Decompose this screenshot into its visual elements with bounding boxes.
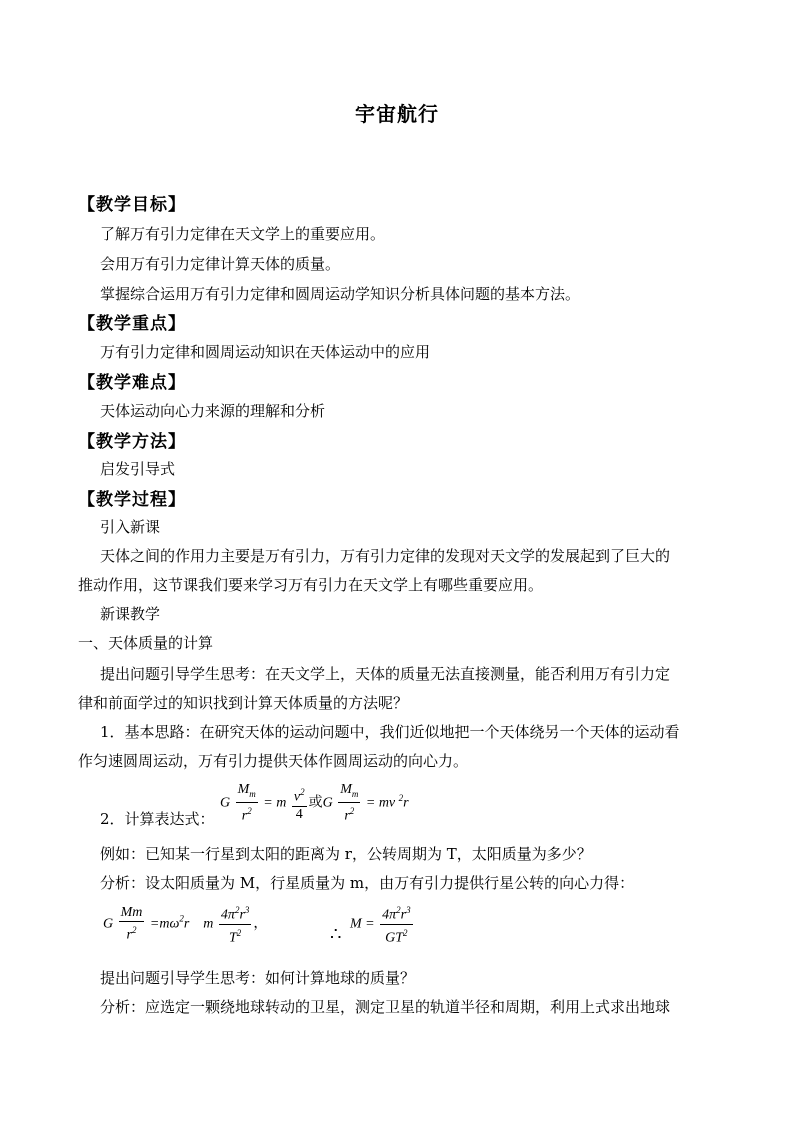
question-2: 提出问题引导学生思考：如何计算地球的质量？ [100,969,416,987]
intro-line-2: 推动作用，这节课我们要来学习万有引力在天文学上有哪些重要应用。 [78,576,544,594]
objective-item-1: 了解万有引力定律在天文学上的重要应用。 [100,225,386,243]
heading-key-points: 【教学重点】 [78,314,186,334]
objective-item-3: 掌握综合运用万有引力定律和圆周运动学知识分析具体问题的基本方法。 [100,285,581,303]
derivation-expression: G $\frac{Mm}{r^2}$ $=m\omega^2r$ m $\frac{4\pi^2r^3}{T^2}$ ， [103,902,267,946]
heading-process: 【教学过程】 [78,490,186,510]
question1-line-1: 提出问题引导学生思考：在天文学上，天体的质量无法直接测量，能否利用万有引力定 [100,665,671,683]
result-expression: M = $\frac{4\pi^2r^3}{GT^2}$ [350,902,415,946]
heading-objectives: 【教学目标】 [78,195,186,215]
page-title: 宇宙航行 [355,102,439,126]
analysis-2: 分析：应选定一颗绕地球转动的卫星，测定卫星的轨道半径和周期，利用上式求出地球 [100,998,671,1016]
example-text: 例如：已知某一行星到太阳的距离为 r，公转周期为 T，太阳质量为多少？ [100,845,592,863]
objective-item-2: 会用万有引力定律计算天体的质量。 [100,255,341,273]
intro-label: 引入新课 [100,518,161,536]
key-points-text: 万有引力定律和圆周运动知识在天体运动中的应用 [100,343,431,361]
idea-line-1: 1．基本思路：在研究天体的运动问题中，我们近似地把一个天体绕另一个天体的运动看 [100,723,680,741]
formula-label: 2．计算表达式： [100,810,215,828]
method-text: 启发引导式 [100,460,176,478]
question1-line-2: 律和前面学过的知识找到计算天体质量的方法呢？ [78,694,409,712]
formula-expression: G $\frac{M_m}{r^2}$ = m $\frac{v^2}{4}$ 或G $\frac{M_m}{r^2}$ = mv $^2$r [220,782,409,824]
idea-line-2: 作匀速圆周运动，万有引力提供天体作圆周运动的向心力。 [78,752,469,770]
heading-difficulties: 【教学难点】 [78,373,186,393]
intro-line-1: 天体之间的作用力主要是万有引力，万有引力定律的发现对天文学的发展起到了巨大的 [100,547,671,565]
difficulties-text: 天体运动向心力来源的理解和分析 [100,402,326,420]
therefore-symbol: ∴ [330,924,342,945]
new-lesson-label: 新课教学 [100,605,161,623]
heading-method: 【教学方法】 [78,432,186,452]
part1-title: 一、天体质量的计算 [78,634,214,652]
formula-or: 或 [308,795,323,811]
analysis-1: 分析：设太阳质量为 M，行星质量为 m，由万有引力提供行星公转的向心力得： [100,874,635,892]
